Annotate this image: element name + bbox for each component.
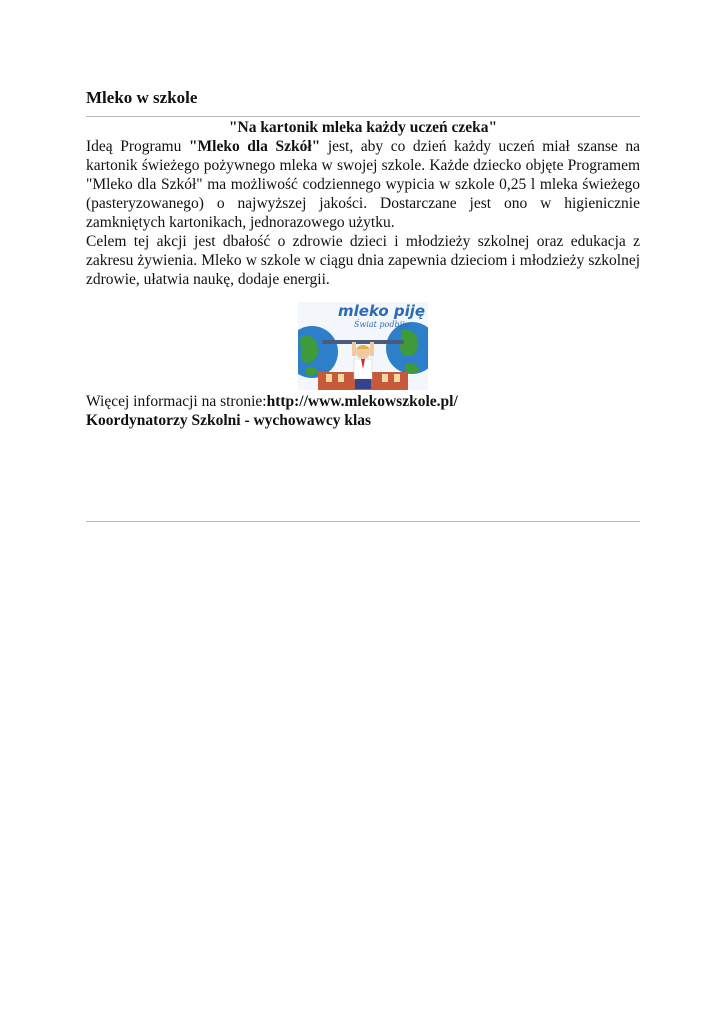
coordinators-text: Koordynatorzy Szkolni - wychowawcy klas xyxy=(86,412,372,429)
more-info-line xyxy=(86,392,640,411)
logo-text-line2: Świat podbiję xyxy=(354,320,410,329)
headline: "Na kartonik mleka każdy uczeń czeka" xyxy=(228,119,498,136)
mleko-pije-logo xyxy=(298,302,428,390)
coordinators-line xyxy=(86,411,640,430)
info-label: Więcej informacji na stronie: xyxy=(86,393,267,410)
top-divider xyxy=(86,116,640,117)
paragraph-1-intro: Ideą Programu xyxy=(86,138,189,155)
paragraph-2: Celem tej akcji jest dbałość o zdrowie dzieci i młodzieży szkolnej oraz edukacja z zakresu żywienia. Mleko w szkole w ciągu dnia zapewnia dzieciom i młodzieży szkolnej zdrowie, ułatwia naukę, dodaje energii. xyxy=(86,233,640,288)
logo-text-line1: mleko piję xyxy=(338,302,426,320)
article-body xyxy=(86,137,640,289)
more-info xyxy=(86,392,640,430)
info-url-link[interactable]: http://www.mlekowszkole.pl/ xyxy=(266,393,458,410)
page-title: Mleko w szkole xyxy=(86,88,198,107)
paragraph-1-rest: jest, aby co dzień każdy uczeń miał szanse na kartonik świeżego pożywnego mleka w swojej szkole. Każde dziecko objęte Programem "Mleko dla Szkół" ma możliwość codziennego wypicia w szkole 0,25 l mleka świeżego (pasteryzowanego) o najwyższej jakości. Dostarczane jest ono w higienicznie zamkniętych kartonikach, jednorazowego użytku. xyxy=(86,138,640,231)
program-name: "Mleko dla Szkół" xyxy=(188,138,321,155)
bottom-divider xyxy=(86,521,640,522)
paragraph-1 xyxy=(86,137,640,232)
